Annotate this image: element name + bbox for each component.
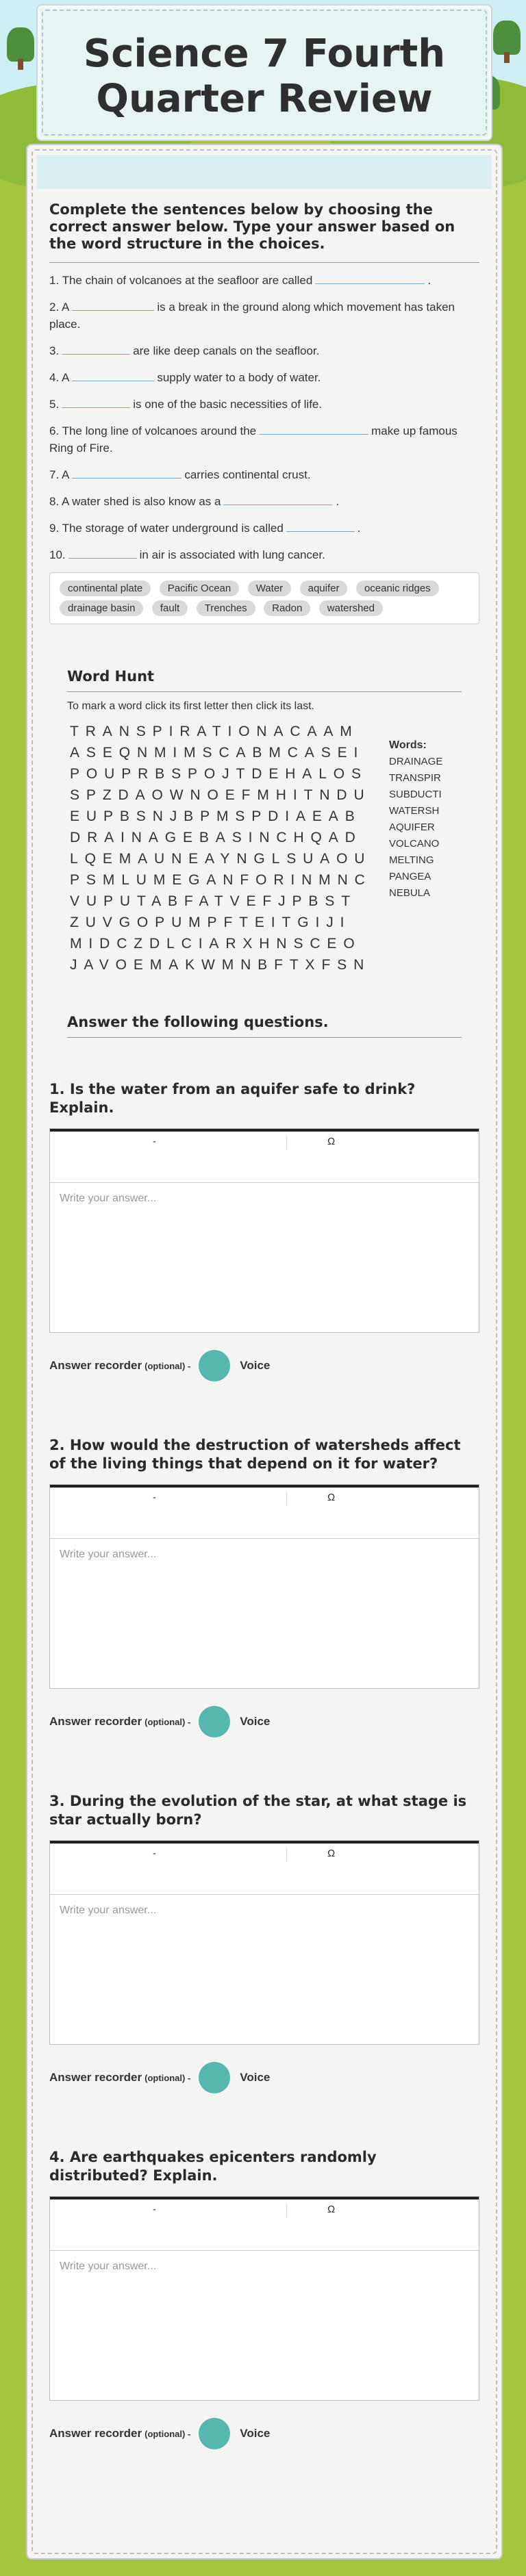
omega-icon[interactable]: Ω xyxy=(327,1136,336,1147)
answer-blank[interactable] xyxy=(72,368,154,381)
answer-editor xyxy=(49,2196,479,2401)
fill-item: 8. A water shed is also know as a . xyxy=(49,492,479,510)
grid-row[interactable]: PSMLUMEGANFORINMNC xyxy=(70,872,372,888)
word-item: NEBULA xyxy=(389,887,431,899)
word-chip[interactable]: aquifer xyxy=(300,581,348,596)
word-chip[interactable]: Pacific Ocean xyxy=(160,581,240,596)
voice-label: Voice xyxy=(240,1715,271,1728)
worksheet xyxy=(26,144,503,2560)
record-button[interactable] xyxy=(199,2062,230,2093)
question-title: 2. How would the destruction of watersheds affect of the living things that depend on it for water? xyxy=(49,1437,461,1472)
word-grid[interactable] xyxy=(70,721,371,975)
tree-icon xyxy=(493,21,521,55)
answer-input[interactable]: Write your answer... xyxy=(50,1183,479,1332)
answer-recorder: Answer recorder (optional) - Voice xyxy=(49,2417,479,2450)
grid-row[interactable]: TRANSPIRATIONACAAM xyxy=(70,724,359,739)
grid-row[interactable]: VUPUTABFATVEFJPBST xyxy=(70,893,357,909)
format-button[interactable]: - xyxy=(153,2204,156,2215)
grid-row[interactable]: DRAINAGEBASINCHQAD xyxy=(70,830,362,845)
record-button[interactable] xyxy=(199,1350,230,1381)
question-title: 4. Are earthquakes epicenters randomly distributed? Explain. xyxy=(49,2149,377,2184)
answer-blank[interactable] xyxy=(68,546,137,559)
answer-blank[interactable] xyxy=(62,395,130,408)
word-hunt-title: Word Hunt xyxy=(67,668,155,685)
answer-recorder: Answer recorder (optional) - Voice xyxy=(49,1349,479,1382)
word-chip[interactable]: fault xyxy=(152,600,188,616)
word-item: SUBDUCTI xyxy=(389,789,442,800)
editor-toolbar xyxy=(50,1485,479,1539)
answer-input[interactable]: Write your answer... xyxy=(50,2251,479,2400)
word-chip[interactable]: continental plate xyxy=(60,581,151,596)
answer-blank[interactable] xyxy=(72,298,154,311)
editor-toolbar xyxy=(50,1841,479,1895)
grid-row[interactable]: JAVOEMAKWMNBFTXFSN xyxy=(70,957,371,973)
editor-toolbar xyxy=(50,1129,479,1183)
fill-section xyxy=(49,201,479,2440)
omega-icon[interactable]: Ω xyxy=(327,2204,336,2215)
grid-row[interactable]: POUPRBSPOJTDEHALOS xyxy=(70,766,368,782)
answer-heading: Answer the following questions. xyxy=(67,1014,329,1030)
voice-label: Voice xyxy=(240,2427,271,2440)
format-button[interactable]: - xyxy=(153,1492,156,1503)
word-chip[interactable]: Radon xyxy=(264,600,310,616)
word-item: VOLCANO xyxy=(389,838,440,850)
answer-input[interactable]: Write your answer... xyxy=(50,1539,479,1688)
question-title: 1. Is the water from an aquifer safe to drink? Explain. xyxy=(49,1081,416,1116)
answer-blank[interactable] xyxy=(72,466,181,479)
grid-row[interactable]: EUPBSNJBPMSPDIAEAB xyxy=(70,808,362,824)
voice-label: Voice xyxy=(240,2071,271,2084)
grid-row[interactable]: ASEQNMIMSCABMCASEI xyxy=(70,745,365,761)
fill-item: 2. A is a break in the ground along which movement has taken place. xyxy=(49,298,479,333)
fill-item: 7. A carries continental crust. xyxy=(49,466,479,483)
answer-editor xyxy=(49,1128,479,1333)
word-chip[interactable]: oceanic ridges xyxy=(356,581,439,596)
voice-label: Voice xyxy=(240,1359,271,1372)
word-item: TRANSPIR xyxy=(389,772,441,784)
record-button[interactable] xyxy=(199,2418,230,2449)
word-chip[interactable]: watershed xyxy=(319,600,383,616)
word-item: DRAINAGE xyxy=(389,756,443,767)
word-list xyxy=(389,737,464,902)
fill-item: 6. The long line of volcanoes around the make up famous Ring of Fire. xyxy=(49,422,479,457)
fill-item: 9. The storage of water underground is called . xyxy=(49,519,479,537)
answer-blank[interactable] xyxy=(259,422,368,435)
word-item: WATERSH xyxy=(389,805,440,817)
editor-toolbar xyxy=(50,2197,479,2251)
answer-blank[interactable] xyxy=(223,492,333,505)
word-item: AQUIFER xyxy=(389,821,435,833)
word-list-label: Words: xyxy=(389,739,427,751)
answer-blank[interactable] xyxy=(286,519,355,532)
fill-item: 1. The chain of volcanoes at the seafloor are called . xyxy=(49,271,479,289)
answer-blank[interactable] xyxy=(315,271,425,284)
word-chip[interactable]: Water xyxy=(248,581,291,596)
fill-item: 4. A supply water to a body of water. xyxy=(49,368,479,386)
answer-editor xyxy=(49,1484,479,1689)
answer-blank[interactable] xyxy=(62,342,130,355)
tree-icon xyxy=(7,27,34,62)
question-title: 3. During the evolution of the star, at what stage is star actually born? xyxy=(49,1793,467,1828)
grid-row[interactable]: ZUVGOPUMPFTEITGIJI xyxy=(70,915,351,930)
omega-icon[interactable]: Ω xyxy=(327,1848,336,1859)
word-hunt-instruction: To mark a word click its first letter then click its last. xyxy=(67,700,314,712)
record-button[interactable] xyxy=(199,1706,230,1737)
fill-item: 10. in air is associated with lung cancer. xyxy=(49,546,479,563)
word-item: PANGEA xyxy=(389,871,431,882)
omega-icon[interactable]: Ω xyxy=(327,1492,336,1503)
word-item: MELTING xyxy=(389,854,434,866)
format-button[interactable]: - xyxy=(153,1136,156,1147)
grid-row[interactable]: MIDCZDLCIARXHNSCEO xyxy=(70,936,362,952)
answer-recorder: Answer recorder (optional) - Voice xyxy=(49,2061,479,2094)
question-block xyxy=(49,1792,479,2094)
question-block xyxy=(49,1080,479,1382)
word-chip[interactable]: drainage basin xyxy=(60,600,143,616)
grid-row[interactable]: SPZDAOWNOEFMHITNDU xyxy=(70,787,371,803)
format-button[interactable]: - xyxy=(153,1848,156,1859)
grid-row[interactable]: LQEMAUNEAYNGLSUAOU xyxy=(70,851,372,867)
word-bank xyxy=(49,572,479,624)
title-card xyxy=(36,4,492,141)
question-block xyxy=(49,2148,479,2450)
page-title: Science 7 Fourth Quarter Review xyxy=(83,31,446,121)
word-chip[interactable]: Trenches xyxy=(197,600,255,616)
fill-item: 5. is one of the basic necessities of life. xyxy=(49,395,479,413)
answer-recorder: Answer recorder (optional) - Voice xyxy=(49,1705,479,1738)
answer-editor xyxy=(49,1840,479,2045)
answer-input[interactable]: Write your answer... xyxy=(50,1895,479,2044)
worksheet-band xyxy=(37,155,492,189)
fill-item: 3. are like deep canals on the seafloor. xyxy=(49,342,479,359)
header-scene xyxy=(0,0,526,164)
fill-heading: Complete the sentences below by choosing the correct answer below. Type your answer based on the word structure in the choices. xyxy=(49,201,455,252)
question-block xyxy=(49,1436,479,1738)
